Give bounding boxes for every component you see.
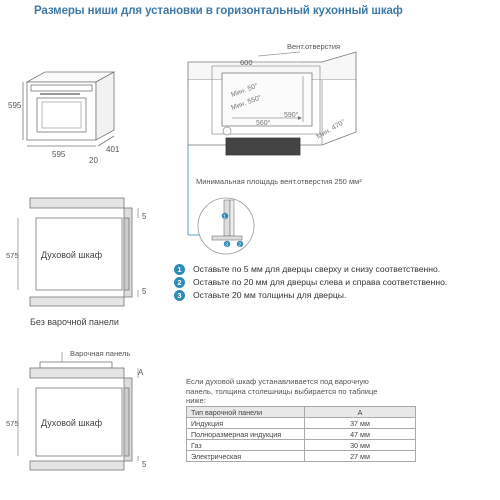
table-cell: 37 мм [305, 418, 416, 429]
oven-label-1: Духовой шкаф [41, 250, 103, 260]
door-detail [198, 198, 254, 254]
oven-depth-dim: 20 [89, 156, 98, 165]
detail-num-1: 1 [223, 214, 227, 221]
note-text: Оставьте 20 мм толщины для дверцы. [193, 290, 347, 300]
height-575-2: 575 [6, 419, 19, 428]
table-header-a: A [305, 407, 416, 418]
oven-front-drawing [23, 72, 114, 146]
note-text: Оставьте по 20 мм для дверцы слева и справа соответственно. [193, 277, 448, 287]
gap-top-1: 5 [142, 212, 147, 221]
detail-num-3: 3 [225, 242, 229, 249]
min50-label: Мин. 50° [230, 82, 260, 99]
min550-label: Мин. 550° [230, 94, 263, 112]
note-1 [174, 264, 494, 275]
vent-min-area: Минимальная площадь вент.отверстия 250 мм² [196, 177, 362, 186]
table-row [187, 440, 416, 451]
oven-width-dim: 595 [52, 150, 66, 159]
table-header-row [187, 407, 416, 418]
note-number: 1 [174, 264, 185, 275]
gap-bottom-1: 5 [142, 287, 147, 296]
page-title: Размеры ниши для установки в горизонтальный кухонный шкаф [34, 5, 403, 17]
dim-590-label: 590° [284, 112, 299, 119]
table-cell: Газ [187, 440, 305, 451]
min470-label: Мин. 470° [315, 118, 347, 141]
oven-label-2: Духовой шкаф [41, 418, 103, 428]
gap-a-label: A [138, 368, 144, 377]
table-intro: Если духовой шкаф устанавливается под варочную панель, толщина столешницы выбирается по таблице ниже: [186, 377, 378, 405]
cabinet-width-dim: 600 [240, 58, 253, 67]
table-row [187, 451, 416, 462]
table-header-type: Тип варочной панели [187, 407, 305, 418]
note-number: 2 [174, 277, 185, 288]
height-575-1: 575 [6, 251, 19, 260]
note-number: 3 [174, 290, 185, 301]
oven-height-dim: 595 [8, 101, 22, 110]
dim-560-label: 560° [256, 120, 271, 127]
gap-bottom-2: 5 [142, 460, 147, 469]
note-2 [174, 277, 494, 288]
caption-no-panel: Без варочной панели [30, 317, 119, 327]
table-cell: Электрическая [187, 451, 305, 462]
section-with-hob [18, 352, 138, 470]
table-cell: 30 мм [305, 440, 416, 451]
table-cell: Полноразмерная индукция [187, 429, 305, 440]
table-cell: Индукция [187, 418, 305, 429]
hob-thickness-table [186, 406, 416, 462]
hob-label: Варочная панель [70, 349, 131, 358]
note-3 [174, 290, 494, 301]
table-row [187, 429, 416, 440]
vent-opening-label: Вент.отверстия [287, 42, 341, 51]
detail-num-2: 2 [238, 242, 242, 249]
table-cell: 27 мм [305, 451, 416, 462]
table-cell: 47 мм [305, 429, 416, 440]
table-row [187, 418, 416, 429]
note-text: Оставьте по 5 мм для дверцы сверху и снизу соответственно. [193, 264, 441, 274]
oven-side-dim: 401 [106, 145, 120, 154]
installation-notes [174, 264, 494, 303]
